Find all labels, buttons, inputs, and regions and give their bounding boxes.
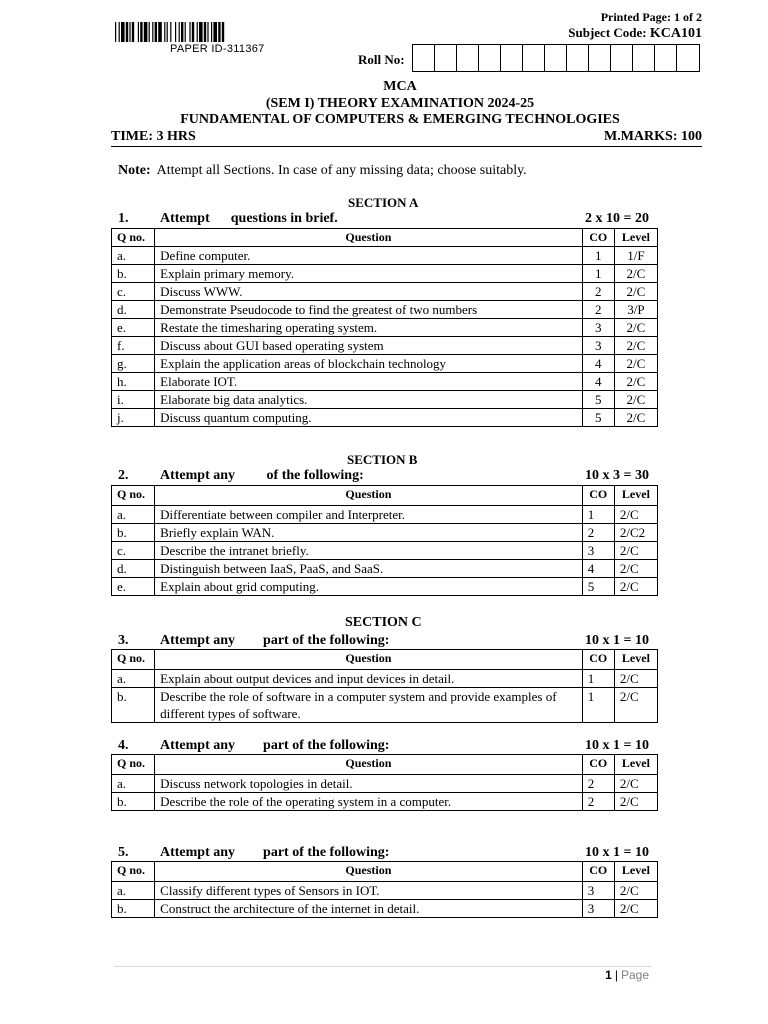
table-row xyxy=(112,506,658,524)
row-question: Discuss about GUI based operating system xyxy=(155,337,583,355)
max-marks: M.MARKS: 100 xyxy=(604,129,702,144)
table-row xyxy=(112,542,658,560)
table-row xyxy=(112,373,658,391)
section-title: SECTION C xyxy=(345,615,422,630)
section-title: SECTION B xyxy=(347,452,418,467)
barcode-bar xyxy=(213,22,217,42)
header-qno: Q no. xyxy=(112,755,155,775)
barcode-bar xyxy=(132,22,134,42)
row-question: Define computer. xyxy=(155,247,583,265)
row-question: Describe the intranet briefly. xyxy=(155,542,583,560)
barcode-bar xyxy=(144,22,148,42)
header-level: Level xyxy=(614,229,657,247)
row-level: 3/P xyxy=(614,301,657,319)
row-co: 3 xyxy=(582,542,614,560)
question-table xyxy=(111,861,658,918)
subject-code xyxy=(568,25,702,42)
table-row xyxy=(112,560,658,578)
row-qno: b. xyxy=(112,900,155,918)
row-co: 1 xyxy=(582,688,614,723)
table-row xyxy=(112,900,658,918)
roll-no-box[interactable] xyxy=(677,45,699,71)
row-qno: a. xyxy=(112,506,155,524)
row-co: 3 xyxy=(582,337,614,355)
row-qno: a. xyxy=(112,882,155,900)
row-qno: c. xyxy=(112,283,155,301)
question-instruction: Attempt any part of the following: xyxy=(160,633,390,648)
row-qno: b. xyxy=(112,793,155,811)
barcode-bar xyxy=(204,22,206,42)
barcode-bar xyxy=(158,22,162,42)
row-co: 1 xyxy=(582,265,614,283)
page-footer xyxy=(605,968,649,982)
question-table xyxy=(111,754,658,811)
table-row xyxy=(112,355,658,373)
row-qno: d. xyxy=(112,301,155,319)
roll-no-box[interactable] xyxy=(435,45,457,71)
header-question: Question xyxy=(155,229,583,247)
barcode-bar xyxy=(121,22,125,42)
row-co: 3 xyxy=(582,900,614,918)
row-co: 3 xyxy=(582,319,614,337)
header-qno: Q no. xyxy=(112,229,155,247)
question-table xyxy=(111,228,658,427)
barcode-bar xyxy=(119,22,120,42)
header-level: Level xyxy=(614,862,657,882)
row-question: Discuss network topologies in detail. xyxy=(155,775,583,793)
table-header-row xyxy=(112,755,658,775)
header-level: Level xyxy=(614,755,657,775)
table-row xyxy=(112,283,658,301)
header-level: Level xyxy=(614,486,657,506)
question-marks: 10 x 1 = 10 xyxy=(585,845,649,860)
roll-no-box[interactable] xyxy=(523,45,545,71)
header-question: Question xyxy=(155,862,583,882)
row-question: Construct the architecture of the internet in detail. xyxy=(155,900,583,918)
question-instruction: Attempt questions in brief. xyxy=(160,211,338,226)
roll-no-label: Roll No: xyxy=(358,52,405,67)
table-header-row xyxy=(112,486,658,506)
row-question: Describe the role of software in a computer system and provide examples of different types of software. xyxy=(155,688,583,723)
note-label: Note: xyxy=(118,163,151,178)
row-co: 5 xyxy=(582,409,614,427)
row-question: Briefly explain WAN. xyxy=(155,524,583,542)
question-number: 3. xyxy=(118,633,129,648)
question-instruction: Attempt any of the following: xyxy=(160,468,364,483)
row-qno: e. xyxy=(112,578,155,596)
barcode xyxy=(115,22,325,42)
table-row xyxy=(112,775,658,793)
roll-no-boxes[interactable] xyxy=(412,44,700,72)
row-qno: a. xyxy=(112,247,155,265)
table-row xyxy=(112,882,658,900)
row-qno: c. xyxy=(112,542,155,560)
row-level: 2/C xyxy=(614,506,657,524)
question-marks: 10 x 3 = 30 xyxy=(585,468,649,483)
barcode-bar xyxy=(197,22,198,42)
row-question: Discuss quantum computing. xyxy=(155,409,583,427)
row-qno: b. xyxy=(112,688,155,723)
section-title: SECTION A xyxy=(348,195,419,210)
row-qno: b. xyxy=(112,265,155,283)
row-level: 2/C xyxy=(614,391,657,409)
header-co: CO xyxy=(582,486,614,506)
barcode-bar xyxy=(126,22,128,42)
row-level: 2/C xyxy=(614,283,657,301)
row-level: 2/C xyxy=(614,560,657,578)
row-question: Explain about grid computing. xyxy=(155,578,583,596)
row-question: Restate the timesharing operating system. xyxy=(155,319,583,337)
barcode-bar xyxy=(170,22,171,42)
row-co: 2 xyxy=(582,793,614,811)
row-co: 5 xyxy=(582,391,614,409)
header-co: CO xyxy=(582,755,614,775)
barcode-bar xyxy=(192,22,194,42)
barcode-bar xyxy=(185,22,186,42)
question-marks: 2 x 10 = 20 xyxy=(585,211,649,226)
barcode-bar xyxy=(138,22,139,42)
table-row xyxy=(112,337,658,355)
table-row xyxy=(112,688,658,723)
table-row xyxy=(112,793,658,811)
question-instruction: Attempt any part of the following: xyxy=(160,845,390,860)
barcode-bar xyxy=(164,22,165,42)
roll-no-box[interactable] xyxy=(589,45,611,71)
row-level: 2/C xyxy=(614,355,657,373)
header-qno: Q no. xyxy=(112,650,155,670)
header-question: Question xyxy=(155,486,583,506)
row-question: Explain about output devices and input devices in detail. xyxy=(155,670,583,688)
row-level: 2/C xyxy=(614,775,657,793)
row-question: Explain primary memory. xyxy=(155,265,583,283)
row-level: 1/F xyxy=(614,247,657,265)
table-row xyxy=(112,524,658,542)
row-level: 2/C xyxy=(614,578,657,596)
barcode-bar xyxy=(115,22,116,42)
row-level: 2/C xyxy=(614,265,657,283)
row-level: 2/C xyxy=(614,337,657,355)
barcode-bar xyxy=(207,22,208,42)
barcode-bar xyxy=(181,22,183,42)
barcode-bar xyxy=(149,22,150,42)
row-level: 2/C xyxy=(614,688,657,723)
barcode-bar xyxy=(189,22,190,42)
roll-no-box[interactable] xyxy=(545,45,567,71)
table-row xyxy=(112,409,658,427)
paper-id: PAPER ID-311367 xyxy=(170,43,265,55)
row-co: 2 xyxy=(582,524,614,542)
table-header-row xyxy=(112,862,658,882)
header-question: Question xyxy=(155,650,583,670)
subject-code-value: KCA101 xyxy=(649,26,702,41)
course-title: FUNDAMENTAL OF COMPUTERS & EMERGING TECHNOLOGIES xyxy=(180,112,620,127)
question-number: 1. xyxy=(118,211,129,226)
row-qno: g. xyxy=(112,355,155,373)
row-co: 4 xyxy=(582,560,614,578)
roll-no-box[interactable] xyxy=(611,45,633,71)
row-level: 2/C xyxy=(614,373,657,391)
roll-no-box[interactable] xyxy=(501,45,523,71)
row-question: Describe the role of the operating system in a computer. xyxy=(155,793,583,811)
barcode-bar xyxy=(152,22,153,42)
row-level: 2/C xyxy=(614,900,657,918)
row-co: 1 xyxy=(582,247,614,265)
subject-code-label: Subject Code: xyxy=(568,25,647,40)
barcode-bar xyxy=(175,22,176,42)
row-level: 2/C xyxy=(614,793,657,811)
page-separator: | xyxy=(614,968,618,982)
table-header-row xyxy=(112,229,658,247)
program-name: MCA xyxy=(383,79,417,94)
row-question: Elaborate IOT. xyxy=(155,373,583,391)
barcode-bar xyxy=(140,22,142,42)
roll-no-box[interactable] xyxy=(655,45,677,71)
barcode-bar xyxy=(222,22,224,42)
header-question: Question xyxy=(155,755,583,775)
row-level: 2/C xyxy=(614,319,657,337)
row-co: 1 xyxy=(582,506,614,524)
question-number: 5. xyxy=(118,845,129,860)
row-question: Demonstrate Pseudocode to find the greatest of two numbers xyxy=(155,301,583,319)
question-table xyxy=(111,649,658,723)
roll-no-box[interactable] xyxy=(457,45,479,71)
barcode-bar xyxy=(167,22,168,42)
row-level: 2/C xyxy=(614,882,657,900)
header-divider xyxy=(111,146,702,147)
barcode-bar xyxy=(199,22,203,42)
header-co: CO xyxy=(582,862,614,882)
table-row xyxy=(112,301,658,319)
roll-no-box[interactable] xyxy=(479,45,501,71)
exam-title: (SEM I) THEORY EXAMINATION 2024-25 xyxy=(265,96,535,111)
question-table xyxy=(111,485,658,596)
row-level: 2/C xyxy=(614,542,657,560)
row-qno: j. xyxy=(112,409,155,427)
table-row xyxy=(112,265,658,283)
question-number: 4. xyxy=(118,738,129,753)
row-co: 3 xyxy=(582,882,614,900)
printed-page: Printed Page: 1 of 2 xyxy=(600,10,702,24)
header-qno: Q no. xyxy=(112,862,155,882)
row-co: 4 xyxy=(582,373,614,391)
barcode-bar xyxy=(155,22,157,42)
table-row xyxy=(112,391,658,409)
row-question: Distinguish between IaaS, PaaS, and SaaS. xyxy=(155,560,583,578)
table-row xyxy=(112,670,658,688)
table-row xyxy=(112,247,658,265)
header-co: CO xyxy=(582,229,614,247)
row-question: Classify different types of Sensors in IOT. xyxy=(155,882,583,900)
row-qno: a. xyxy=(112,775,155,793)
row-qno: e. xyxy=(112,319,155,337)
row-co: 4 xyxy=(582,355,614,373)
barcode-bar xyxy=(211,22,212,42)
row-co: 2 xyxy=(582,283,614,301)
row-question: Discuss WWW. xyxy=(155,283,583,301)
barcode-bar xyxy=(129,22,130,42)
row-co: 5 xyxy=(582,578,614,596)
row-question: Explain the application areas of blockchain technology xyxy=(155,355,583,373)
header-co: CO xyxy=(582,650,614,670)
barcode-bar xyxy=(218,22,220,42)
row-level: 2/C2 xyxy=(614,524,657,542)
row-qno: a. xyxy=(112,670,155,688)
barcode-bar xyxy=(179,22,180,42)
question-marks: 10 x 1 = 10 xyxy=(585,633,649,648)
row-co: 2 xyxy=(582,775,614,793)
roll-no-box[interactable] xyxy=(567,45,589,71)
page-number: 1 xyxy=(605,968,612,982)
table-row xyxy=(112,578,658,596)
row-qno: d. xyxy=(112,560,155,578)
question-number: 2. xyxy=(118,468,129,483)
roll-no-box[interactable] xyxy=(633,45,655,71)
table-header-row xyxy=(112,650,658,670)
header-level: Level xyxy=(614,650,657,670)
note-text: Attempt all Sections. In case of any missing data; choose suitably. xyxy=(156,163,527,178)
row-question: Differentiate between compiler and Interpreter. xyxy=(155,506,583,524)
row-level: 2/C xyxy=(614,670,657,688)
row-level: 2/C xyxy=(614,409,657,427)
note xyxy=(118,163,527,179)
question-marks: 10 x 1 = 10 xyxy=(585,738,649,753)
footer-divider xyxy=(114,966,651,967)
row-qno: h. xyxy=(112,373,155,391)
page-word: Page xyxy=(620,968,649,982)
row-qno: b. xyxy=(112,524,155,542)
exam-time: TIME: 3 HRS xyxy=(111,129,196,144)
question-instruction: Attempt any part of the following: xyxy=(160,738,390,753)
header-qno: Q no. xyxy=(112,486,155,506)
row-co: 2 xyxy=(582,301,614,319)
table-row xyxy=(112,319,658,337)
row-qno: i. xyxy=(112,391,155,409)
roll-no-box[interactable] xyxy=(413,45,435,71)
row-qno: f. xyxy=(112,337,155,355)
row-question: Elaborate big data analytics. xyxy=(155,391,583,409)
row-co: 1 xyxy=(582,670,614,688)
